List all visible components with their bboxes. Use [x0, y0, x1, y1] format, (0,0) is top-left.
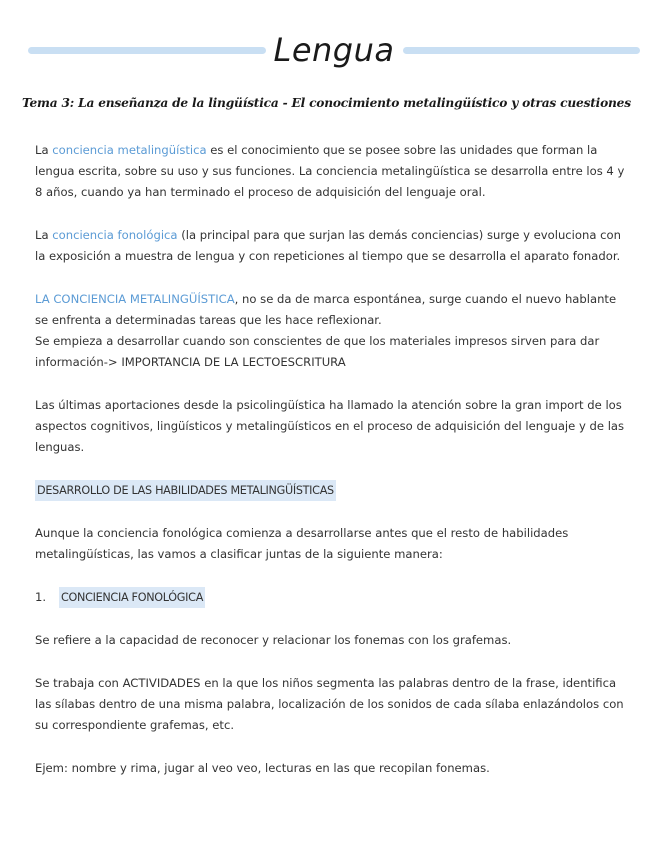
highlighted-term: conciencia fonológica — [52, 228, 178, 242]
paragraph-literacy-importance: Se empieza a desarrollar cuando son conscientes de que los materiales impresos sirven para dar información-> IMPORTANCIA DE LA LECTOESCRITURA — [35, 334, 600, 369]
paragraph-text: La — [35, 143, 53, 157]
paragraph-metalinguistic-definition — [35, 140, 630, 203]
paragraph-phonological-awareness — [35, 225, 630, 267]
topic-title: Tema 3: La enseñanza de la lingüística - El conocimiento metalingüístico y otras cuestiones — [22, 96, 631, 110]
paragraph-classification: Aunque la conciencia fonológica comienza a desarrollarse antes que el resto de habilidades metalingüísticas, las vamos a clasificar juntas de la siguiente manera: — [35, 526, 569, 561]
paragraph-text: , no se da de marca espontánea, surge cuando el nuevo hablante se enfrenta a determinadas tareas que les hace reflexionar. — [35, 292, 617, 327]
section-heading: DESARROLLO DE LAS HABILIDADES METALINGÜÍSTICAS — [35, 480, 336, 501]
header-line-left — [28, 47, 266, 54]
paragraph-psycholinguistics: Las últimas aportaciones desde la psicolingüística ha llamado la atención sobre la gran import de los aspectos cognitivos, lingüísticos y metalingüísticos en el proceso de adquisición del lenguaje y de las lenguas. — [35, 398, 625, 454]
highlighted-term: conciencia metalingüística — [52, 143, 207, 157]
item-heading: CONCIENCIA FONOLÓGICA — [59, 587, 205, 608]
page-header — [28, 28, 640, 72]
paragraph-examples: Ejem: nombre y rima, jugar al veo veo, lecturas en las que recopilan fonemas. — [35, 761, 490, 775]
paragraph-text: es el conocimiento que se posee sobre las unidades que forman la lengua escrita, sobre su uso y sus funciones. La conciencia metalingüística se desarrolla entre los 4 y 8 años, cuando ya han terminado el proceso de adquisición del lenguaje oral. — [35, 143, 625, 199]
numbered-item — [35, 587, 630, 608]
section-heading-wrapper — [35, 480, 630, 501]
paragraph-text: (la principal para que surjan las demás conciencias) surge y evoluciona con la exposición a muestra de lengua y con repeticiones al tiempo que se desarrolla el aparato fonador. — [35, 228, 621, 263]
paragraph-text: La — [35, 228, 53, 242]
header-line-right — [403, 47, 641, 54]
paragraph-activities: Se trabaja con ACTIVIDADES en la que los niños segmenta las palabras dentro de la frase, identifica las sílabas dentro de una misma palabra, localización de los sonidos de cada sílaba enlazándolos con su correspondiente grafemas, etc. — [35, 676, 624, 732]
paragraph-phonological-definition: Se refiere a la capacidad de reconocer y relacionar los fonemas con los grafemas. — [35, 633, 512, 647]
notes-content — [35, 140, 630, 801]
paragraph-metalinguistic-emergence — [35, 289, 630, 331]
highlighted-term: LA CONCIENCIA METALINGÜÍSTICA — [35, 292, 235, 306]
page-title: Lengua — [273, 31, 395, 69]
item-number: 1. — [35, 590, 47, 604]
